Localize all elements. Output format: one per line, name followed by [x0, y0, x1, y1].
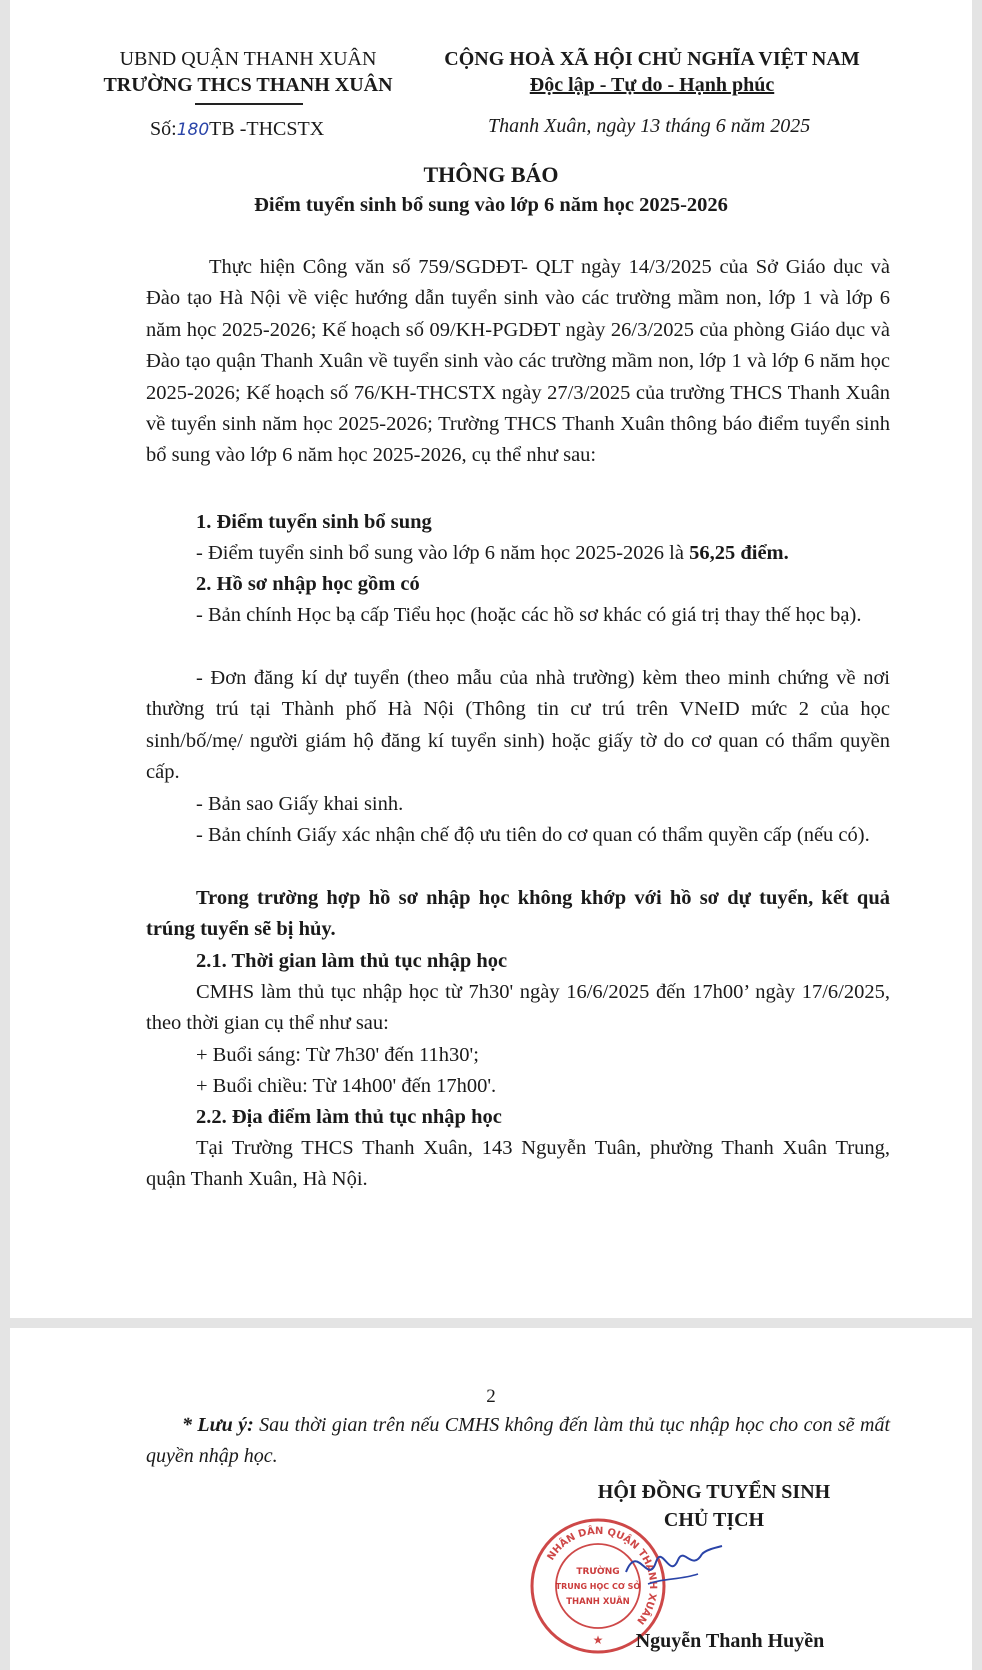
enrollment-location-text: Tại Trường THCS Thanh Xuân, 143 Nguyễn Tuân, phường Thanh Xuân Trung, quận Thanh Xuân, Hà Nội.	[146, 1137, 890, 1191]
school-name: TRƯỜNG THCS THANH XUÂN	[103, 74, 393, 96]
section-1-heading: 1. Điểm tuyển sinh bổ sung	[196, 511, 432, 533]
intro-paragraph: Thực hiện Công văn số 759/SGDĐT- QLT ngày 14/3/2025 của Sở Giáo dục và Đào tạo Hà Nội về việc hướng dẫn tuyển sinh vào các trường mầm non, lớp 1 và lớp 6 năm học 2025-2026; Kế hoạch số 09/KH-PGDĐT ngày 26/3/2025 của phòng Giáo dục và Đào tạo quận Thanh Xuân về tuyển sinh vào các trường mầm non, lớp 1 và lớp 6 năm học 2025-2026; Kế hoạch số 76/KH-THCSTX ngày 27/3/2025 của trường THCS Thanh Xuân về tuyển sinh năm học 2025-2026; Trường THCS Thanh Xuân thông báo điểm tuyển sinh bổ sung vào lớp 6 năm học 2025-2026, cụ thể như sau:	[146, 256, 890, 467]
issuing-authority: UBND QUẬN THANH XUÂN	[119, 48, 377, 70]
required-doc-2: - Đơn đăng kí dự tuyển (theo mẫu của nhà trường) kèm theo minh chứng về nơi thường trú tại Thành phố Hà Nội (Thông tin cư trú trên VNeID mức 2 của học sinh/bố/mẹ/ người giám hộ đăng kí tuyển sinh) hoặc giấy tờ do cơ quan có thẩm quyền cấp.	[146, 667, 890, 784]
required-doc-3: - Bản sao Giấy khai sinh.	[196, 793, 404, 815]
mismatch-warning: Trong trường hợp hồ sơ nhập học không khớp với hồ sơ dự tuyển, kết quả trúng tuyển sẽ bị hủy.	[146, 887, 890, 941]
document-subtitle: Điểm tuyển sinh bổ sung vào lớp 6 năm học 2025-2026	[254, 194, 728, 216]
national-title: CỘNG HOÀ XÃ HỘI CHỦ NGHĨA VIỆT NAM	[444, 48, 860, 70]
section-2-2-heading: 2.2. Địa điểm làm thủ tục nhập học	[196, 1106, 502, 1128]
svg-text:TRUNG HỌC CƠ SỞ: TRUNG HỌC CƠ SỞ	[555, 1582, 641, 1591]
section-1-text: - Điểm tuyển sinh bổ sung vào lớp 6 năm học 2025-2026 là 56,25 điểm.	[196, 542, 789, 564]
header-left-rule	[195, 103, 303, 105]
signing-title: CHỦ TỊCH	[663, 1509, 765, 1531]
required-doc-4: - Bản chính Giấy xác nhận chế độ ưu tiên do cơ quan có thẩm quyền cấp (nếu có).	[196, 824, 870, 846]
handwritten-number: 180	[176, 120, 210, 140]
admission-score: 56,25 điểm.	[689, 542, 789, 564]
morning-session: + Buổi sáng: Từ 7h30' đến 11h30';	[196, 1044, 479, 1066]
signer-name: Nguyễn Thanh Huyền	[635, 1630, 825, 1652]
document-page-2	[10, 1328, 972, 1670]
national-motto: Độc lập - Tự do - Hạnh phúc	[529, 74, 775, 96]
note-label: * Lưu ý:	[182, 1414, 254, 1436]
required-doc-1: - Bản chính Học bạ cấp Tiểu học (hoặc các hồ sơ khác có giá trị thay thế học bạ).	[196, 604, 862, 626]
note-paragraph: * Lưu ý: Sau thời gian trên nếu CMHS không đến làm thủ tục nhập học cho con sẽ mất quyền nhập học.	[146, 1414, 891, 1467]
page-number: 2	[486, 1386, 496, 1407]
svg-text:THANH XUÂN: THANH XUÂN	[566, 1597, 630, 1607]
section-2-heading: 2. Hồ sơ nhập học gồm có	[196, 573, 420, 595]
place-and-date: Thanh Xuân, ngày 13 tháng 6 năm 2025	[488, 115, 811, 137]
svg-text:TRƯỜNG: TRƯỜNG	[576, 1567, 620, 1577]
enrollment-time-text: CMHS làm thủ tục nhập học từ 7h30' ngày 16/6/2025 đến 17h00’ ngày 17/6/2025, theo thời gian cụ thể như sau:	[146, 981, 890, 1035]
document-number: Số:180TB -THCSTX	[150, 118, 325, 140]
document-title: THÔNG BÁO	[423, 162, 559, 187]
afternoon-session: + Buổi chiều: Từ 14h00' đến 17h00'.	[196, 1075, 497, 1097]
svg-text:★: ★	[592, 1633, 604, 1647]
signing-council: HỘI ĐỒNG TUYỂN SINH	[597, 1481, 831, 1503]
handwritten-signature	[618, 1532, 728, 1602]
section-2-1-heading: 2.1. Thời gian làm thủ tục nhập học	[196, 950, 508, 972]
document-page-1	[10, 0, 972, 1318]
svg-text:NHÂN DÂN QUẬN THANH XUÂN: NHÂN DÂN QUẬN THANH XUÂN	[545, 1525, 659, 1627]
